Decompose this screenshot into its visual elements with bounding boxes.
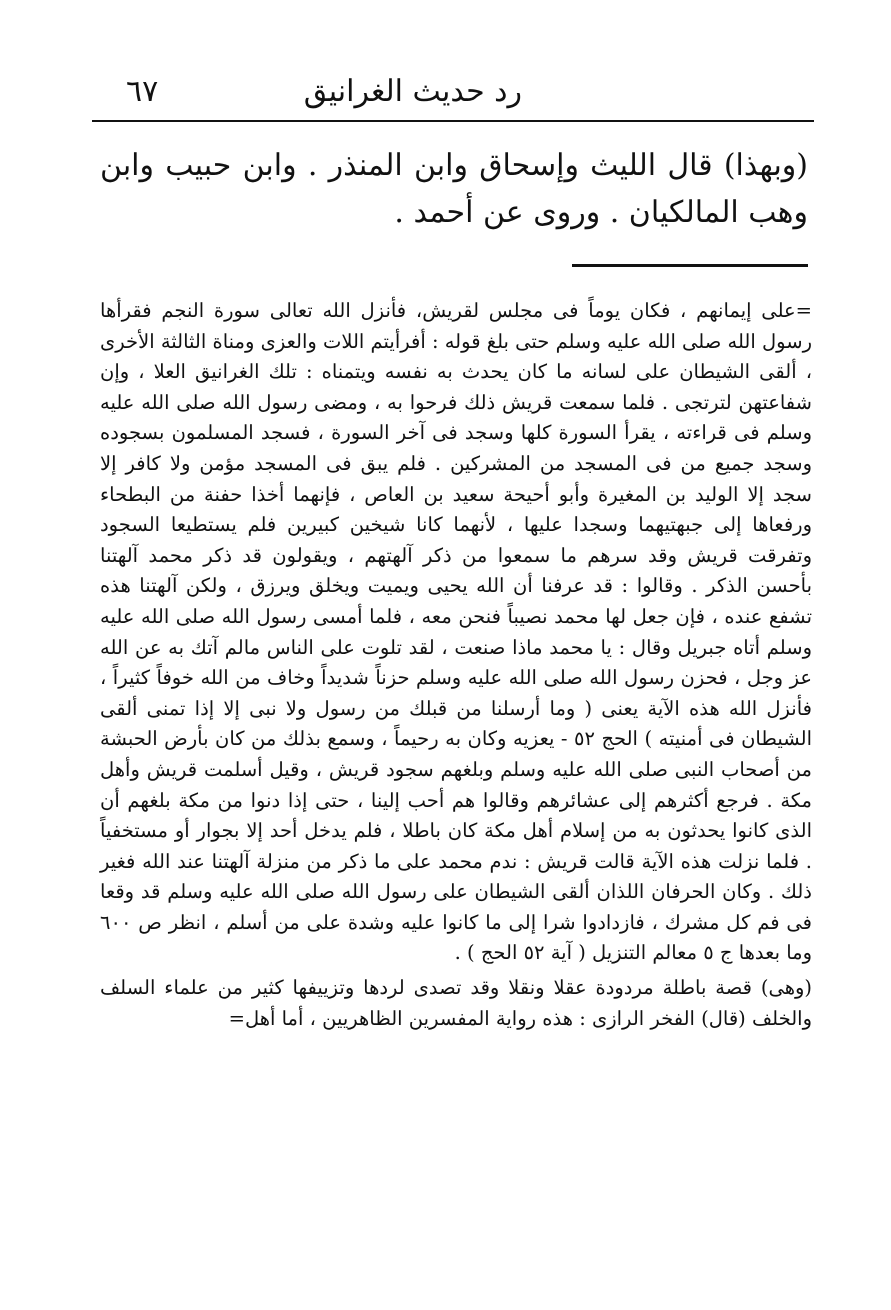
- running-head-title: رد حديث الغرانيق: [303, 74, 522, 109]
- footnote: [100, 296, 812, 1034]
- footnote-paragraph: =على إيمانهم ، فكان يوماً فى مجلس لقريش، فأنزل الله تعالى سورة النجم فقرأها رسول الله صلى الله عليه وسلم حتى بلغ قوله : أفرأيتم اللات والعزى ومناة الثالثة الأخرى ، ألقى الشيطان على لسانه ما كان يحدث به نفسه ويتمناه : تلك الغرانيق العلا ، وإن شفاعتهن لترتجى . فلما سمعت قريش ذلك فرحوا به ، ومضى رسول الله صلى الله عليه وسلم فى قراءته ، يقرأ السورة كلها وسجد فى آخر السورة ، فسجد المسلمون بسجوده وسجد جميع من فى المسجد من المشركين . فلم يبق فى المسجد مؤمن ولا كافر إلا سجد إلا الوليد بن المغيرة وأبو أحيحة سعيد بن العاص ، فإنهما أخذا حفنة من البطحاء ورفعاها إلى جبهتيهما وسجدا عليها ، لأنهما كانا شيخين كبيرين فلم يستطيعا السجود وتفرقت قريش وقد سرهم ما سمعوا من ذكر آلهتهم ، ويقولون قد ذكر محمد آلهتنا بأحسن الذكر . وقالوا : قد عرفنا أن الله يحيى ويميت ويخلق ويرزق ، ولكن آلهتنا هذه تشفع عنده ، فإن جعل لها محمد نصيباً فنحن معه ، فلما أمسى رسول الله صلى الله عليه وسلم أتاه جبريل وقال : يا محمد ماذا صنعت ، لقد تلوت على الناس مالم آتك به عن الله عز وجل ، فحزن رسول الله صلى الله عليه وسلم حزناً شديداً وخاف من الله خوفاً كثيراً ، فأنزل الله هذه الآية يعنى ( وما أرسلنا من قبلك من رسول ولا نبى إلا إذا تمنى ألقى الشيطان فى أمنيته ) الحج ٥٢ - يعزيه وكان به رحيماً ، وسمع بذلك من كان بأرض الحبشة من أصحاب النبى صلى الله عليه وسلم وبلغهم سجود قريش ، وقيل أسلمت قريش وأهل مكة . فرجع أكثرهم إلى عشائرهم وقالوا هم أحب إلينا ، حتى إذا دنوا من مكة بلغهم أن الذى كانوا يحدثون به من إسلام أهل مكة كان باطلا ، فلم يدخل أحد إلا بجوار أو مستخفياً . فلما نزلت هذه الآية قالت قريش : ندم محمد على ما ذكر من منزلة آلهتنا عند الله فغير ذلك . وكان الحرفان اللذان ألقى الشيطان على رسول الله صلى الله عليه وسلم قد وقعا فى فم كل مشرك ، فازدادوا شرا إلى ما كانوا عليه وشدة على من أسلم ، انظر ص ٦٠٠ وما بعدها ج ٥ معالم التنزيل ( آية ٥٢ الحج ) .: [100, 299, 812, 965]
- footnote-paragraph: (وهى) قصة باطلة مردودة عقلا ونقلا وقد تصدى لردها وتزييفها كثير من علماء السلف والخلف (قال) الفخر الرازى : هذه رواية المفسرين الظاهريين ، أما أهل=: [100, 976, 812, 1030]
- page-number: ٦٧: [126, 74, 159, 109]
- footnote-separator: [572, 264, 808, 267]
- header-rule: [92, 120, 814, 122]
- main-body-text: (وبهذا) قال الليث وإسحاق وابن المنذر . وابن حبيب وابن وهب المالكيان . وروى عن أحمد .: [100, 148, 808, 230]
- page-header: [92, 66, 812, 118]
